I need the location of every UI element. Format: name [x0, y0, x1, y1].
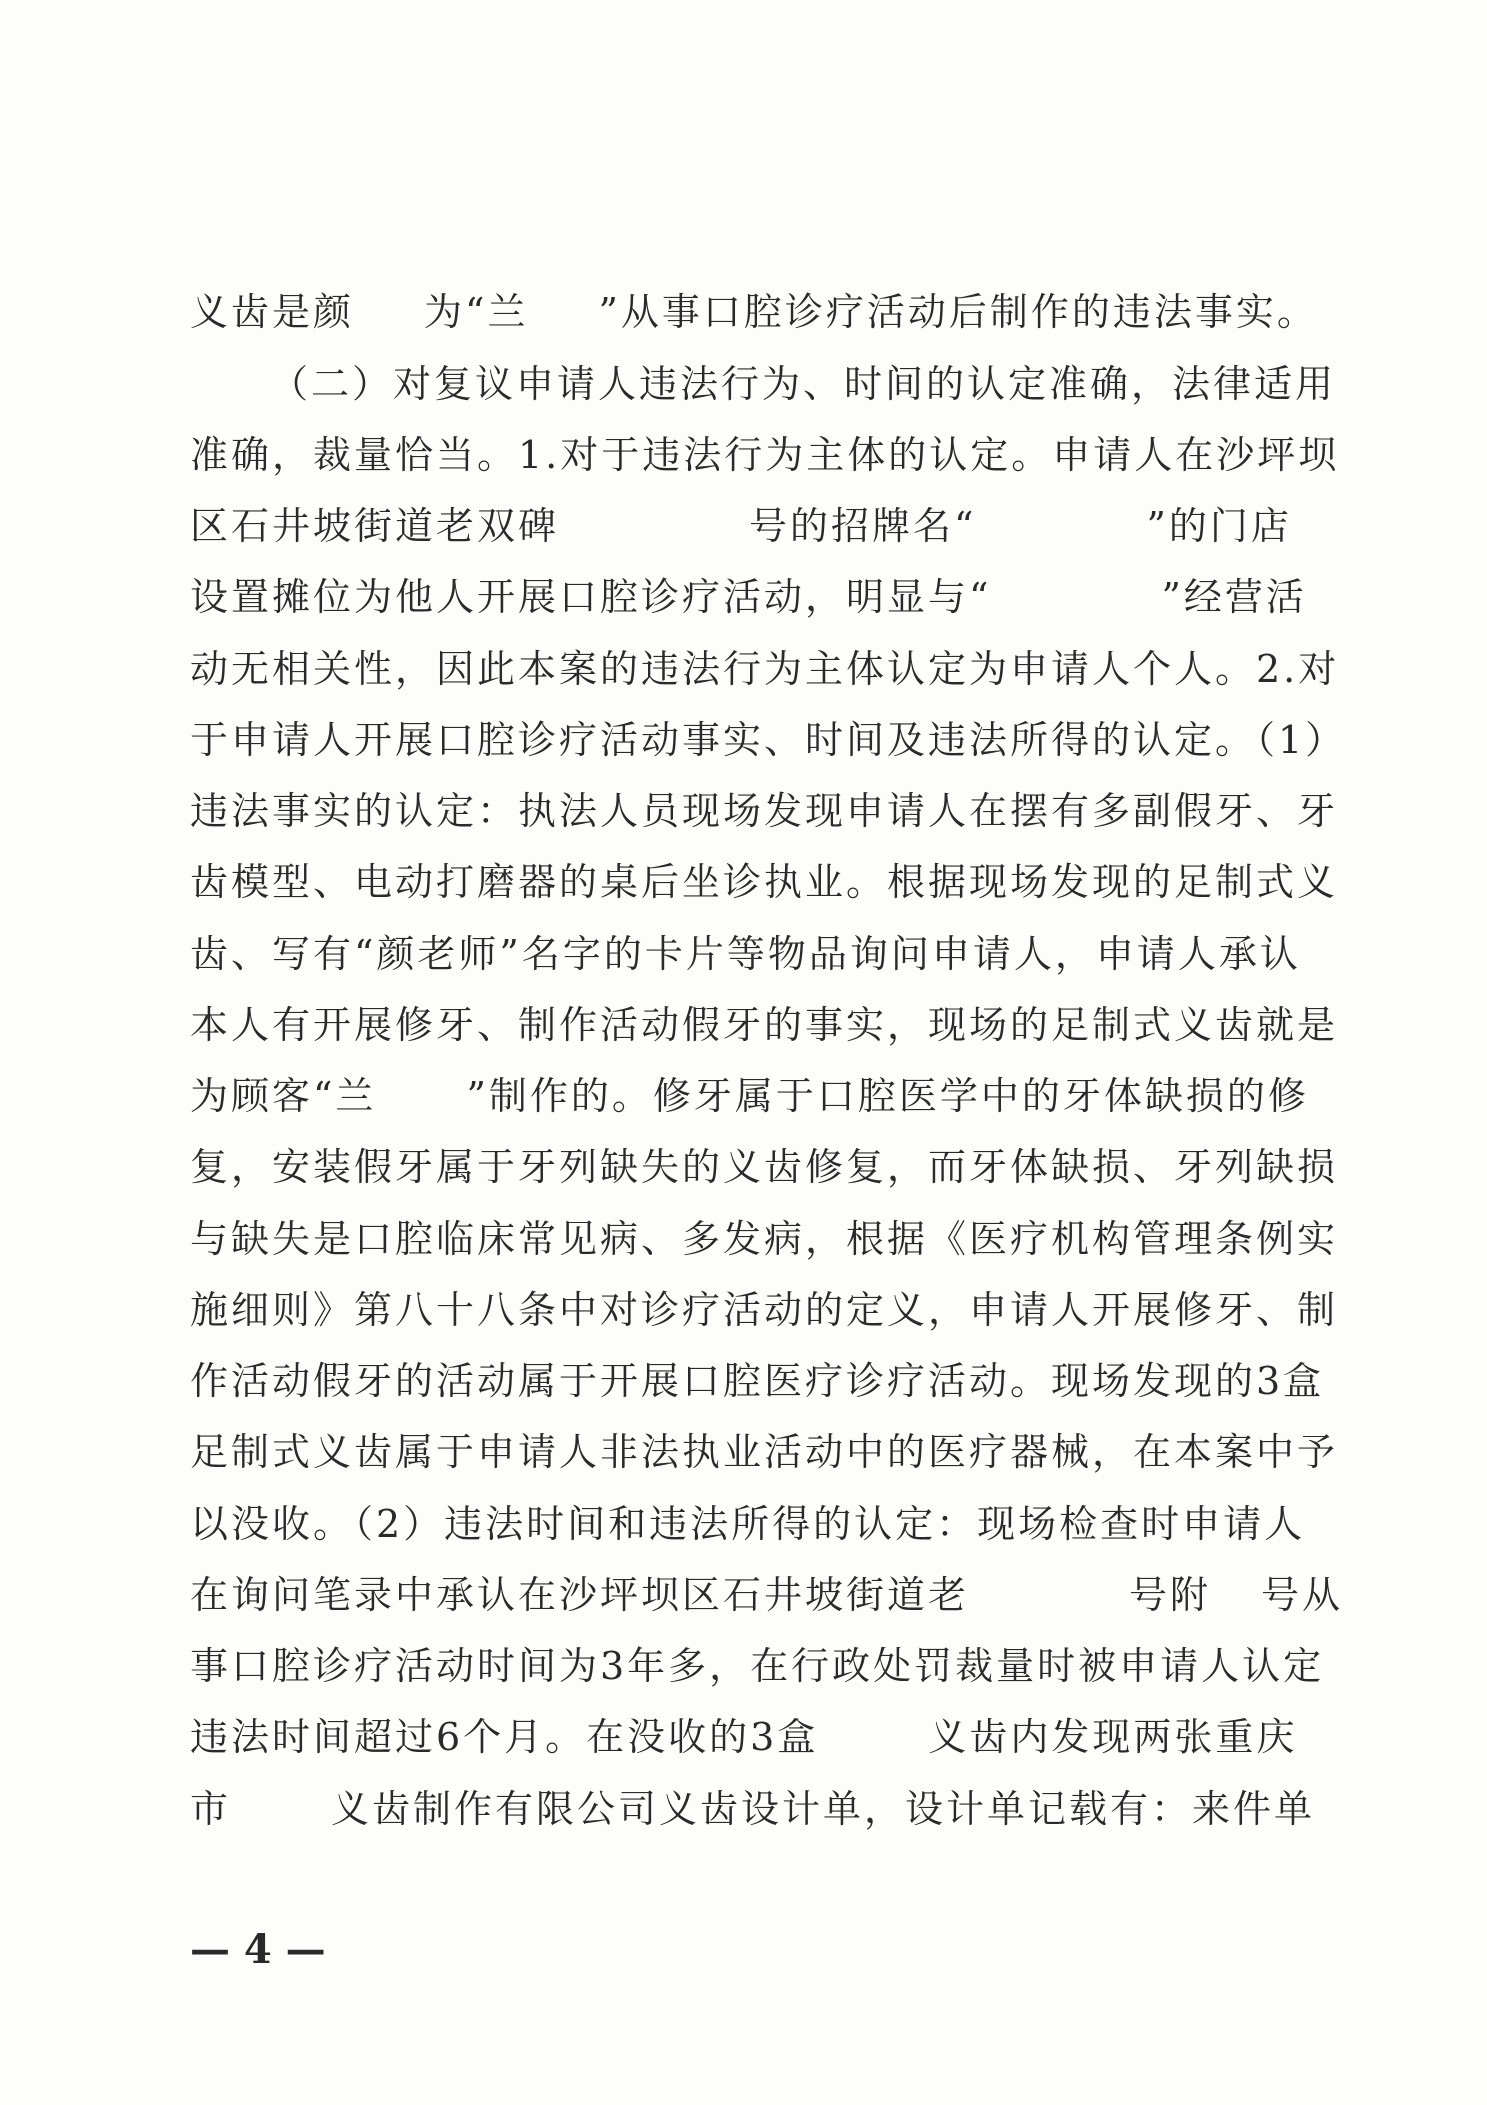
text-segment: ”经营活	[1161, 575, 1307, 619]
text-line	[190, 710, 1347, 770]
text-segment: 足制式义齿属于申请人非法执业活动中的医疗器械，在本案中予	[190, 1430, 1339, 1474]
text-line	[190, 496, 1300, 556]
text-segment: 为“兰	[424, 290, 529, 334]
text-segment: 齿、写有“颜老师”名字的卡片等物品询问申请人，申请人承认	[190, 932, 1301, 976]
text-segment: 义齿制作有限公司义齿设计单，设计单记载有：来件单	[331, 1787, 1316, 1831]
text-segment: ”的门店	[1146, 504, 1292, 548]
text-segment: （二）对复议申请人违法行为、时间的认定准确，法律适用	[270, 362, 1337, 406]
text-line	[190, 1209, 1339, 1269]
text-line	[190, 852, 1339, 912]
text-segment: 施细则》第八十八条中对诊疗活动的定义，申请人开展修牙、制	[190, 1288, 1339, 1332]
text-segment: 为顾客“兰	[190, 1074, 377, 1118]
text-segment: 本人有开展修牙、制作活动假牙的事实，现场的足制式义齿就是	[190, 1003, 1339, 1047]
text-segment: 准确，裁量恰当。1.对于违法行为主体的认定。申请人在沙坪坝	[190, 433, 1340, 477]
text-segment: 违法时间超过6个月。在没收的3盒	[190, 1715, 819, 1759]
text-line	[190, 1565, 1344, 1625]
text-segment: 市	[190, 1787, 232, 1831]
text-segment: 号从	[1261, 1573, 1344, 1617]
text-line	[190, 1280, 1339, 1340]
text-line	[190, 781, 1339, 841]
text-line	[190, 639, 1340, 699]
text-segment: ”制作的。修牙属于口腔医学中的牙体缺损的修	[466, 1074, 1309, 1118]
text-line	[190, 1137, 1339, 1197]
text-line	[190, 1422, 1339, 1482]
text-segment: 区石井坡街道老双碑	[190, 504, 560, 548]
text-segment: 号的招牌名“	[749, 504, 977, 548]
text-segment: 事口腔诊疗活动时间为3年多，在行政处罚裁量时被申请人认定	[190, 1644, 1325, 1688]
text-segment: ”从事口腔诊疗活动后制作的违法事实。	[598, 290, 1318, 334]
text-line	[190, 425, 1340, 485]
text-line	[270, 354, 1380, 414]
text-segment: 与缺失是口腔临床常见病、多发病，根据《医疗机构管理条例实	[190, 1217, 1339, 1261]
text-segment: 义齿内发现两张重庆	[928, 1715, 1298, 1759]
text-line	[190, 1351, 1325, 1411]
text-segment: 义齿是颜	[190, 290, 355, 334]
text-line	[190, 995, 1339, 1055]
text-line	[190, 1066, 1309, 1126]
text-line	[190, 1707, 1300, 1767]
page-number: — 4 —	[190, 1926, 326, 1973]
text-segment: 于申请人开展口腔诊疗活动事实、时间及违法所得的认定。（1）	[190, 718, 1347, 762]
text-segment: 设置摊位为他人开展口腔诊疗活动，明显与“	[190, 575, 992, 619]
text-segment: 齿模型、电动打磨器的桌后坐诊执业。根据现场发现的足制式义	[190, 860, 1339, 904]
text-line	[190, 1779, 1316, 1839]
text-segment: 在询问笔录中承认在沙坪坝区石井坡街道老	[190, 1573, 970, 1617]
text-segment: 动无相关性，因此本案的违法行为主体认定为申请人个人。2.对	[190, 647, 1340, 691]
text-line	[190, 282, 1318, 342]
text-line	[190, 1494, 1306, 1554]
text-segment: 复，安装假牙属于牙列缺失的义齿修复，而牙体缺损、牙列缺损	[190, 1145, 1339, 1189]
text-line	[190, 1636, 1325, 1696]
text-line	[190, 924, 1300, 984]
text-segment: 违法事实的认定：执法人员现场发现申请人在摆有多副假牙、牙	[190, 789, 1339, 833]
text-line	[190, 567, 1307, 627]
text-segment: 号附	[1129, 1573, 1212, 1617]
text-segment: 作活动假牙的活动属于开展口腔医疗诊疗活动。现场发现的3盒	[190, 1359, 1325, 1403]
text-segment: 以没收。（2）违法时间和违法所得的认定：现场检查时申请人	[190, 1502, 1306, 1546]
